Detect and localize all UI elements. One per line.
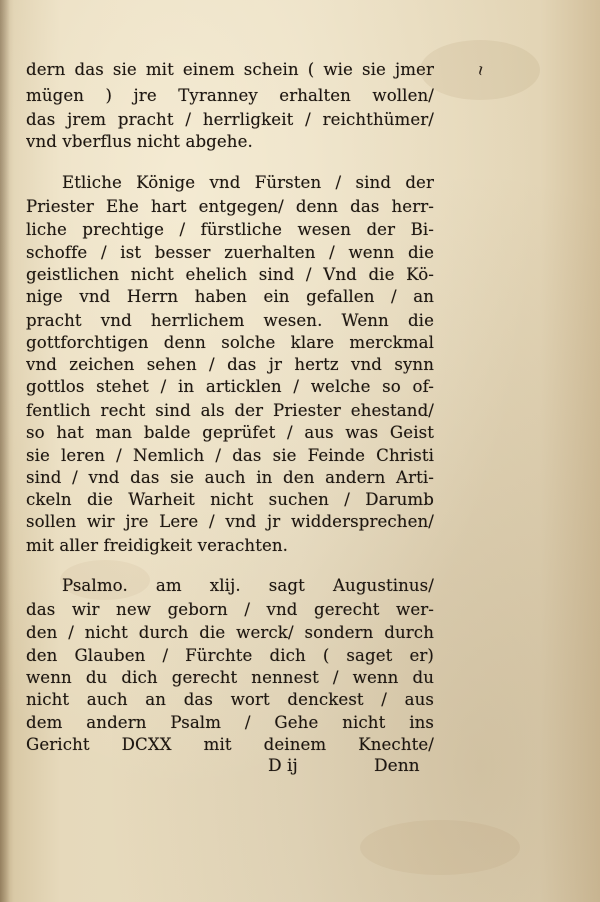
text-line: dern das sie mit einem schein ( wie sie jmer: [26, 60, 434, 79]
text-line: sie leren / Nemlich / das sie Feinde Christi: [26, 446, 434, 465]
text-line: wenn du dich gerecht nennest / wenn du: [26, 668, 434, 687]
text-line: liche prechtige / fürstliche wesen der Bi-: [26, 220, 434, 239]
text-line: vnd vberflus nicht abgehe.: [26, 132, 253, 151]
text-line: das jrem pracht / herrligkeit / reichthümer/: [26, 110, 434, 129]
text-line: vnd zeichen sehen / das jr hertz vnd synn: [26, 355, 434, 374]
text-line: pracht vnd herrlichem wesen. Wenn die: [26, 311, 434, 330]
text-line: Priester Ehe hart entgegen/ denn das herr-: [26, 197, 434, 216]
text-line: nige vnd Herrn haben ein gefallen / an: [26, 287, 434, 306]
text-line: nicht auch an das wort denckest / aus: [26, 690, 434, 709]
text-line: den Glauben / Fürchte dich ( saget er): [26, 646, 434, 665]
text-line: fentlich recht sind als der Priester ehestand/: [26, 401, 434, 420]
text-line: gottforchtigen denn solche klare merckmal: [26, 333, 434, 352]
text-line: Psalmo. am xlij. sagt Augustinus/: [62, 576, 434, 595]
text-line: so hat man balde geprüfet / aus was Geist: [26, 423, 434, 442]
margin-mark: ɩ: [475, 59, 488, 80]
text-line: gottlos stehet / in articklen / welche so of-: [26, 377, 434, 396]
text-line: dem andern Psalm / Gehe nicht ins: [26, 713, 434, 732]
text-line: mit aller freidigkeit verachten.: [26, 536, 289, 555]
text-line: schoffe / ist besser zuerhalten / wenn die: [26, 243, 434, 262]
text-line: sollen wir jre Lere / vnd jr widdersprechen/: [26, 512, 434, 531]
text-line: Gericht DCXX mit deinem Knechte/: [26, 735, 434, 754]
signature-mark: D ij: [268, 756, 298, 776]
text-line: ckeln die Warheit nicht suchen / Darumb: [26, 490, 434, 509]
text-line: das wir new geborn / vnd gerecht wer-: [26, 600, 434, 619]
text-line: geistlichen nicht ehelich sind / Vnd die Kö-: [26, 265, 434, 284]
text-line: den / nicht durch die werck/ sondern durch: [26, 623, 434, 642]
text-line: mügen ) jre Tyranney erhalten wollen/: [26, 86, 434, 105]
catchword: Denn: [374, 756, 420, 776]
text-line: sind / vnd das sie auch in den andern Arti-: [26, 468, 434, 487]
text-line: Etliche Könige vnd Fürsten / sind der: [62, 173, 434, 192]
